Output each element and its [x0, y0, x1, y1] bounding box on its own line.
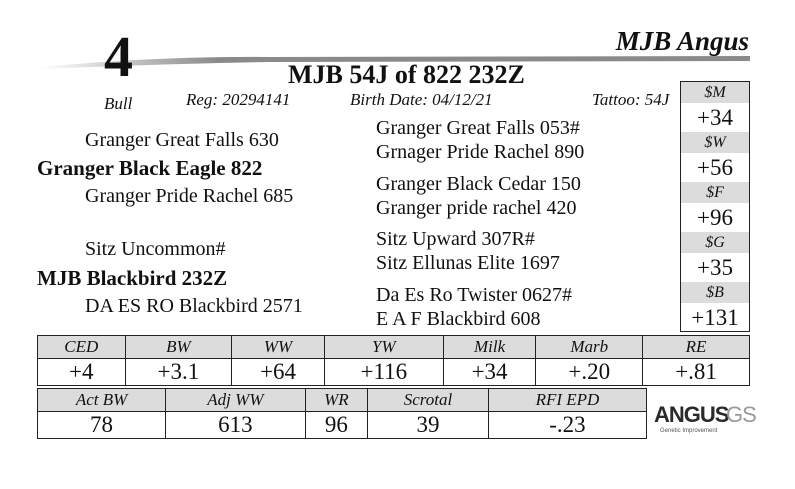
- index-label: $F: [681, 182, 749, 203]
- performance-value-row: [38, 412, 647, 439]
- index-value: +131: [691, 305, 739, 330]
- perf-value-scrotal: 39: [368, 412, 489, 439]
- index-value: +56: [697, 155, 733, 180]
- sire: Granger Black Eagle 822: [37, 156, 263, 180]
- index-value: +34: [697, 105, 733, 130]
- perf-value-adj-ww: 613: [166, 412, 306, 439]
- perf-header-wr: WR: [305, 389, 367, 412]
- performance-table: [37, 388, 647, 439]
- epd-header-milk: Milk: [443, 336, 535, 359]
- angus-logo-tagline: Genetic Improvement: [660, 428, 718, 434]
- perf-value-act-bw: 78: [38, 412, 166, 439]
- epd-value-yw: +116: [324, 359, 443, 386]
- sex-label: Bull: [104, 94, 133, 113]
- ancestor-item: Sitz Ellunas Elite 1697: [376, 252, 560, 274]
- index-label: $W: [681, 132, 749, 153]
- epd-header-row: [38, 336, 750, 359]
- epd-value-re: +.81: [643, 359, 750, 386]
- performance-header-row: [38, 389, 647, 412]
- perf-value-rfi-epd: -.23: [488, 412, 646, 439]
- ancestor-item: E A F Blackbird 608: [376, 308, 541, 330]
- dam-dam: DA ES RO Blackbird 2571: [85, 295, 303, 317]
- epd-header-yw: YW: [324, 336, 443, 359]
- epd-header-ced: CED: [38, 336, 126, 359]
- epd-value-bw: +3.1: [125, 359, 232, 386]
- sire-dam: Granger Pride Rachel 685: [85, 185, 294, 207]
- epd-table: [37, 335, 750, 386]
- perf-header-scrotal: Scrotal: [368, 389, 489, 412]
- ancestor-item: Granger Black Cedar 150: [376, 173, 581, 195]
- dollar-index-column: [680, 81, 750, 332]
- animal-name: MJB 54J of 822 232Z: [288, 60, 525, 89]
- ancestor-item: Granger Great Falls 053#: [376, 117, 580, 139]
- epd-header-re: RE: [643, 336, 750, 359]
- ancestor-item: Da Es Ro Twister 0627#: [376, 284, 572, 306]
- epd-value-ww: +64: [232, 359, 324, 386]
- epd-header-bw: BW: [125, 336, 232, 359]
- perf-value-wr: 96: [305, 412, 367, 439]
- brand-name: MJB Angus: [615, 26, 749, 56]
- angus-logo-suffix: GS: [726, 402, 756, 427]
- birth-date: Birth Date: 04/12/21: [350, 90, 493, 109]
- ancestor-item: Grnager Pride Rachel 890: [376, 141, 585, 163]
- epd-value-marb: +.20: [536, 359, 643, 386]
- lot-number: 4: [104, 24, 133, 89]
- ancestor-item: Granger pride rachel 420: [376, 197, 577, 219]
- epd-header-ww: WW: [232, 336, 324, 359]
- epd-value-ced: +4: [38, 359, 126, 386]
- index-value: +96: [697, 205, 733, 230]
- ancestor-item: Sitz Upward 307R#: [376, 228, 535, 250]
- epd-header-marb: Marb: [536, 336, 643, 359]
- epd-value-row: [38, 359, 750, 386]
- tattoo: Tattoo: 54J: [592, 90, 670, 109]
- index-value: +35: [697, 255, 733, 280]
- perf-header-rfi-epd: RFI EPD: [488, 389, 646, 412]
- sire-sire: Granger Great Falls 630: [85, 129, 279, 151]
- angus-logo: ANGUS: [654, 402, 729, 427]
- perf-header-act-bw: Act BW: [38, 389, 166, 412]
- perf-header-adj-ww: Adj WW: [166, 389, 306, 412]
- registration-number: Reg: 20294141: [186, 90, 291, 109]
- dam: MJB Blackbird 232Z: [37, 266, 228, 290]
- index-label: $G: [681, 232, 749, 253]
- epd-value-milk: +34: [443, 359, 535, 386]
- index-label: $B: [681, 282, 749, 303]
- index-label: $M: [681, 82, 749, 103]
- dam-sire: Sitz Uncommon#: [85, 238, 226, 260]
